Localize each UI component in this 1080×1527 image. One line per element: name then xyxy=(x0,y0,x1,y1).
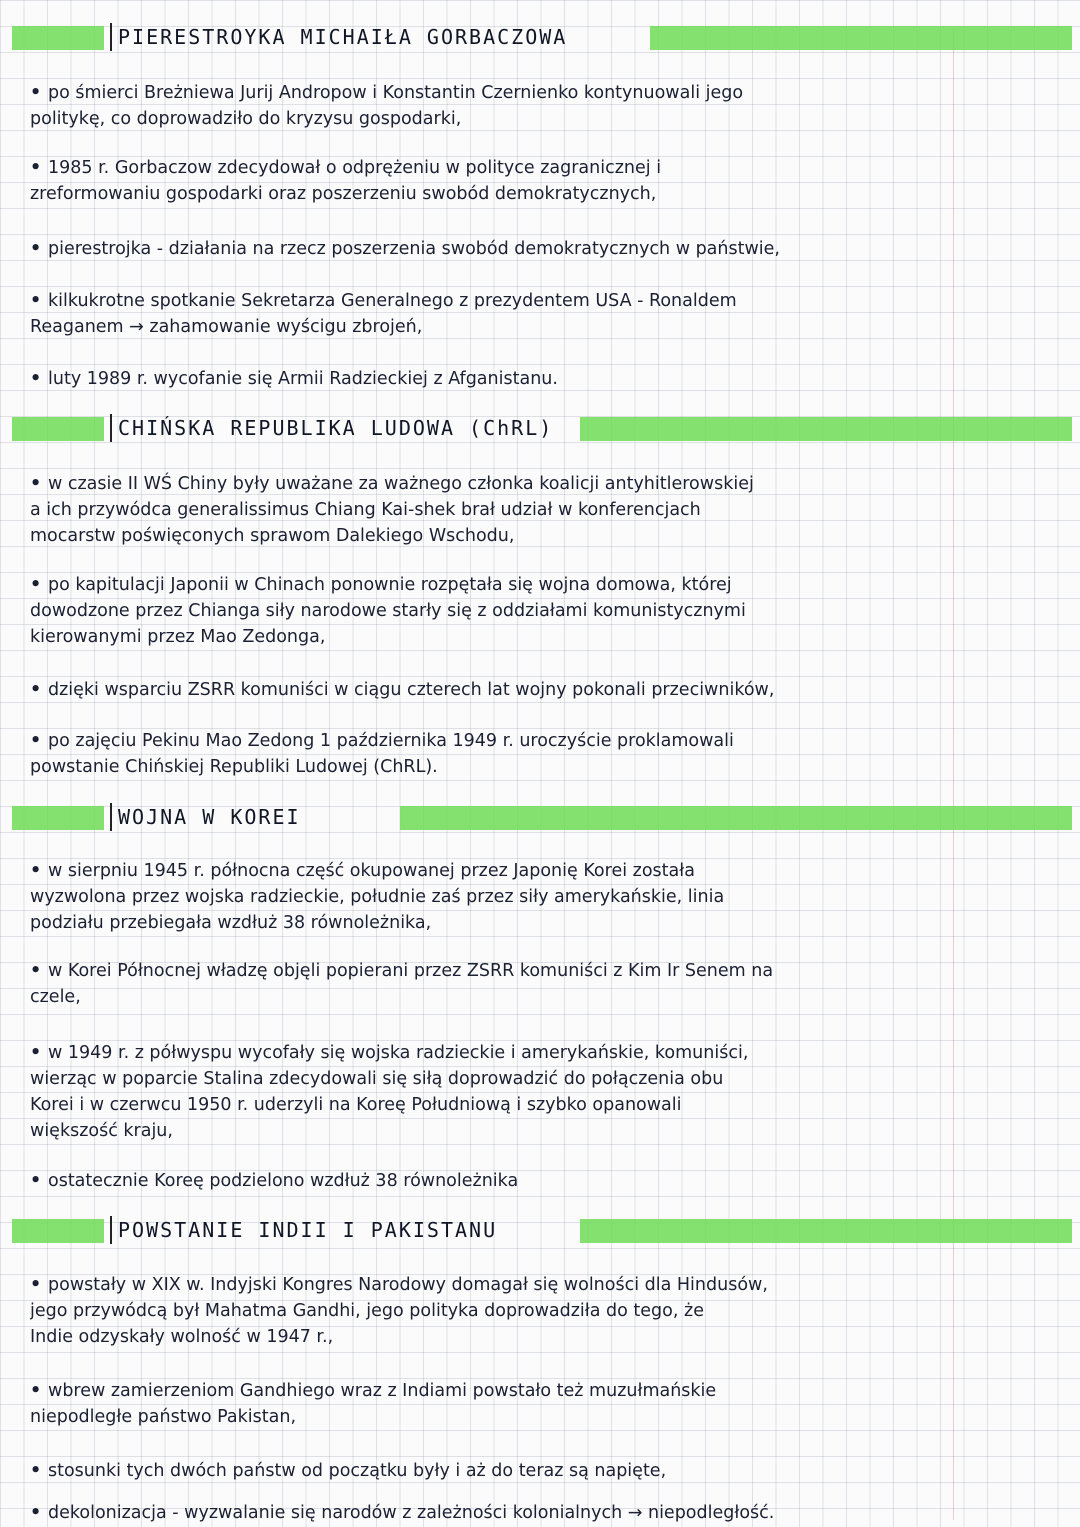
note-line xyxy=(30,181,1070,207)
section-title: WOJNA W KOREI xyxy=(110,803,307,831)
note-line xyxy=(30,1324,1070,1350)
note-line xyxy=(30,497,1070,523)
bullet-dot: • xyxy=(30,575,42,595)
bullet-dot: • xyxy=(30,1171,42,1191)
highlight-right xyxy=(650,26,1072,50)
bullet-dot: • xyxy=(30,291,42,311)
section-title: PIERESTROYKA MICHAIŁA GORBACZOWA xyxy=(110,23,573,51)
section-title: POWSTANIE INDII I PAKISTANU xyxy=(110,1216,503,1244)
note-text: politykę, co doprowadziło do kryzysu gospodarki, xyxy=(30,109,462,129)
note-line xyxy=(30,1118,1070,1144)
note-line xyxy=(30,1298,1070,1324)
note-text: po zajęciu Pekinu Mao Zedong 1 października 1949 r. uroczyście proklamowali xyxy=(48,731,734,751)
note-line xyxy=(30,106,1070,132)
bullet-note xyxy=(30,677,1070,703)
highlight-right xyxy=(580,1219,1072,1243)
bullet-note xyxy=(30,1458,1070,1484)
bullet-dot: • xyxy=(30,1461,42,1481)
section-header xyxy=(12,1219,1072,1243)
highlight-left xyxy=(12,26,104,50)
note-line xyxy=(30,910,1070,936)
note-line xyxy=(30,624,1070,650)
note-line xyxy=(30,1272,1070,1298)
bullet-dot: • xyxy=(30,861,42,881)
note-text: luty 1989 r. wycofanie się Armii Radzieckiej z Afganistanu. xyxy=(48,369,558,389)
note-line xyxy=(30,884,1070,910)
note-text: niepodległe państwo Pakistan, xyxy=(30,1407,297,1427)
note-text: 1985 r. Gorbaczow zdecydował o odprężeniu w polityce zagranicznej i xyxy=(48,158,662,178)
note-text: Indie odzyskały wolność w 1947 r., xyxy=(30,1327,334,1347)
note-line xyxy=(30,1500,1070,1526)
note-text: w 1949 r. z półwyspu wycofały się wojska radzieckie i amerykańskie, komuniści, xyxy=(48,1043,749,1063)
note-text: kierowanymi przez Mao Zedonga, xyxy=(30,627,326,647)
bullet-note xyxy=(30,80,1070,132)
note-line xyxy=(30,598,1070,624)
bullet-dot: • xyxy=(30,731,42,751)
highlight-right xyxy=(400,806,1072,830)
bullet-note xyxy=(30,1272,1070,1350)
note-text: a ich przywódca generalissimus Chiang Kai-shek brał udział w konferencjach xyxy=(30,500,701,520)
highlight-left xyxy=(12,806,104,830)
section-header xyxy=(12,26,1072,50)
bullet-note xyxy=(30,366,1070,392)
note-text: wbrew zamierzeniom Gandhiego wraz z Indiami powstało też muzułmańskie xyxy=(48,1381,717,1401)
bullet-dot: • xyxy=(30,83,42,103)
note-line xyxy=(30,1458,1070,1484)
note-text: po śmierci Breżniewa Jurij Andropow i Konstantin Czernienko kontynuowali jego xyxy=(48,83,744,103)
bullet-note xyxy=(30,1500,1070,1526)
note-text: powstanie Chińskiej Republiki Ludowej (ChRL). xyxy=(30,757,438,777)
bullet-dot: • xyxy=(30,239,42,259)
highlight-right xyxy=(580,417,1072,441)
note-text: stosunki tych dwóch państw od początku były i aż do teraz są napięte, xyxy=(48,1461,667,1481)
note-text: w czasie II WŚ Chiny były uważane za ważnego członka koalicji antyhitlerowskiej xyxy=(48,474,754,494)
note-text: podziału przebiegała wzdłuż 38 równoleżnika, xyxy=(30,913,432,933)
note-text: w Korei Północnej władzę objęli popierani przez ZSRR komuniści z Kim Ir Senem na xyxy=(48,961,774,981)
note-text: dzięki wsparciu ZSRR komuniści w ciągu czterech lat wojny pokonali przeciwników, xyxy=(48,680,775,700)
note-line xyxy=(30,984,1070,1010)
note-line xyxy=(30,677,1070,703)
note-text: w sierpniu 1945 r. północna część okupowanej przez Japonię Korei została xyxy=(48,861,695,881)
bullet-dot: • xyxy=(30,680,42,700)
section-header xyxy=(12,417,1072,441)
bullet-dot: • xyxy=(30,961,42,981)
note-line xyxy=(30,523,1070,549)
bullet-dot: • xyxy=(30,1275,42,1295)
bullet-dot: • xyxy=(30,1503,42,1523)
note-line xyxy=(30,754,1070,780)
bullet-note xyxy=(30,958,1070,1010)
highlight-left xyxy=(12,1219,104,1243)
bullet-note xyxy=(30,1378,1070,1430)
note-text: dekolonizacja - wyzwalanie się narodów z zależności kolonialnych → niepodległość. xyxy=(48,1503,775,1523)
note-line xyxy=(30,314,1070,340)
note-text: czele, xyxy=(30,987,81,1007)
note-line xyxy=(30,958,1070,984)
note-text: wierząc w poparcie Stalina zdecydowali się siłą doprowadzić do połączenia obu xyxy=(30,1069,724,1089)
note-line xyxy=(30,728,1070,754)
note-text: większość kraju, xyxy=(30,1121,173,1141)
bullet-note xyxy=(30,858,1070,936)
note-text: Korei i w czerwcu 1950 r. uderzyli na Koreę Południową i szybko opanowali xyxy=(30,1095,682,1115)
note-text: mocarstw poświęconych sprawom Dalekiego Wschodu, xyxy=(30,526,515,546)
note-line xyxy=(30,1040,1070,1066)
bullet-note xyxy=(30,1040,1070,1144)
bullet-dot: • xyxy=(30,1381,42,1401)
bullet-note xyxy=(30,155,1070,207)
note-line xyxy=(30,366,1070,392)
note-text: pierestrojka - działania na rzecz poszerzenia swobód demokratycznych w państwie, xyxy=(48,239,780,259)
bullet-dot: • xyxy=(30,474,42,494)
bullet-dot: • xyxy=(30,158,42,178)
bullet-note xyxy=(30,728,1070,780)
note-line xyxy=(30,1092,1070,1118)
note-line xyxy=(30,1378,1070,1404)
bullet-note xyxy=(30,288,1070,340)
bullet-note xyxy=(30,1168,1070,1194)
note-text: jego przywódcą był Mahatma Gandhi, jego polityka doprowadziła do tego, że xyxy=(30,1301,704,1321)
section-header xyxy=(12,806,1072,830)
bullet-note xyxy=(30,236,1070,262)
note-line xyxy=(30,1066,1070,1092)
note-text: zreformowaniu gospodarki oraz poszerzeniu swobód demokratycznych, xyxy=(30,184,657,204)
note-line xyxy=(30,471,1070,497)
note-line xyxy=(30,80,1070,106)
note-text: Reaganem → zahamowanie wyścigu zbrojeń, xyxy=(30,317,423,337)
note-text: po kapitulacji Japonii w Chinach ponownie rozpętała się wojna domowa, której xyxy=(48,575,732,595)
note-line xyxy=(30,572,1070,598)
bullet-note xyxy=(30,471,1070,549)
note-text: powstały w XIX w. Indyjski Kongres Narodowy domagał się wolności dla Hindusów, xyxy=(48,1275,768,1295)
note-text: kilkukrotne spotkanie Sekretarza Generalnego z prezydentem USA - Ronaldem xyxy=(48,291,737,311)
note-line xyxy=(30,155,1070,181)
note-line xyxy=(30,1168,1070,1194)
note-text: wyzwolona przez wojska radzieckie, południe zaś przez siły amerykańskie, linia xyxy=(30,887,725,907)
highlight-left xyxy=(12,417,104,441)
bullet-note xyxy=(30,572,1070,650)
note-text: ostatecznie Koreę podzielono wzdłuż 38 równoleżnika xyxy=(48,1171,519,1191)
bullet-dot: • xyxy=(30,369,42,389)
note-line xyxy=(30,1404,1070,1430)
section-title: CHIŃSKA REPUBLIKA LUDOWA (ChRL) xyxy=(110,414,559,442)
note-line xyxy=(30,236,1070,262)
note-line xyxy=(30,858,1070,884)
note-line xyxy=(30,288,1070,314)
bullet-dot: • xyxy=(30,1043,42,1063)
note-text: dowodzone przez Chianga siły narodowe starły się z oddziałami komunistycznymi xyxy=(30,601,746,621)
